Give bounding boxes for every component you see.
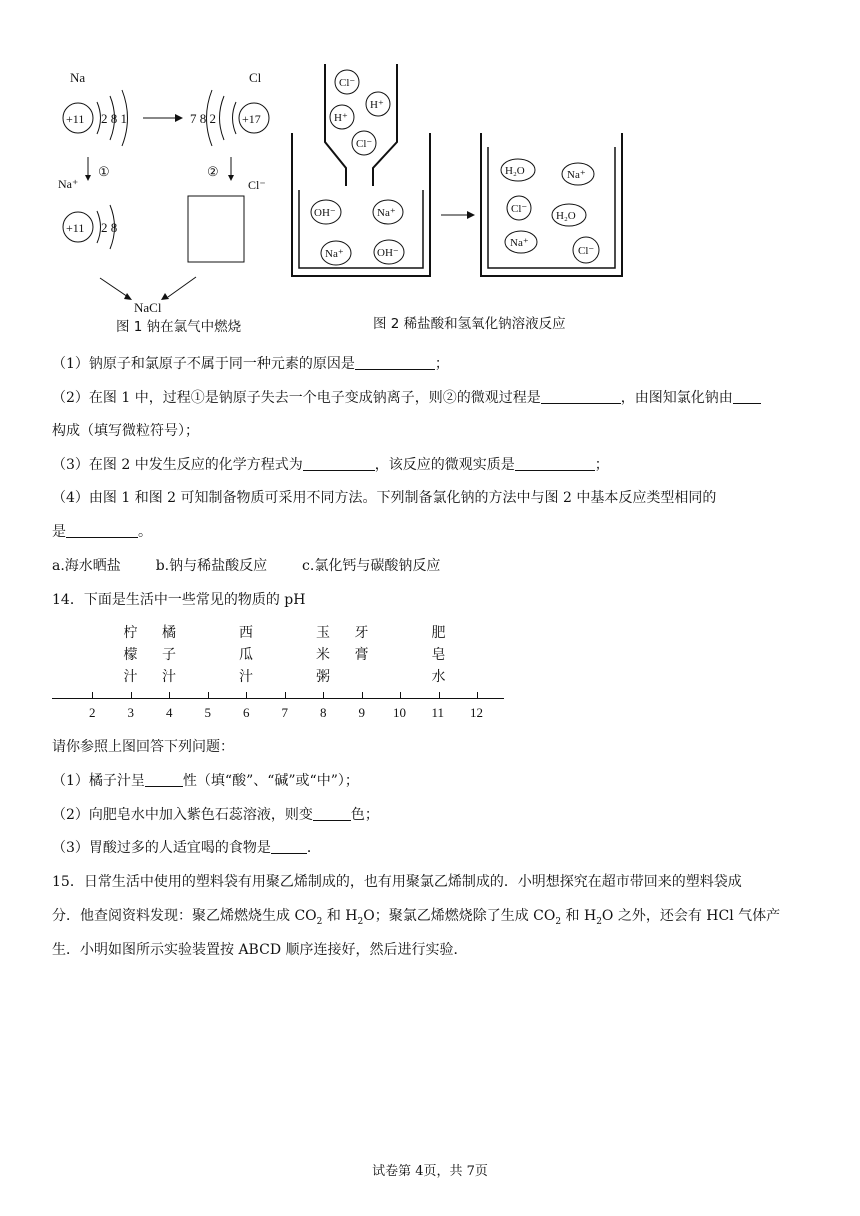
beaker1-ion-3: Na⁺ [325,248,344,260]
ph-tick-label: 4 [166,705,173,720]
q14-part2-text-b: 色； [350,807,379,823]
ph-tick-label: 6 [243,705,250,720]
q13-part3-text-b: ，该反应的微观实质是 [374,457,515,473]
q15-line2 [52,906,780,932]
q13-part2-blank-2[interactable] [733,389,761,404]
na-symbol: Na [70,70,86,85]
figure-1-sodium-chlorine [58,70,269,315]
q13-part4-end: 。 [138,524,152,540]
dropper-ion-1: Cl⁻ [339,77,356,89]
q14-part3-text-a: （3）胃酸过多的人适宜喝的食物是 [52,840,271,856]
ph-tick-label: 5 [204,705,211,720]
ph-tick-mark [477,692,478,698]
ph-substance-label: 肥 皂 水 [431,625,446,685]
option-b[interactable]: b.钠与稀盐酸反应 [155,558,268,574]
option-c[interactable]: c.氯化钙与碳酸钠反应 [302,558,441,574]
q15-sub-3: 2 [555,916,562,927]
ph-tick-mark [323,692,324,698]
q13-options [52,556,440,576]
q14-intro: 请你参照上图回答下列问题： [52,739,234,755]
ph-tick-label: 7 [281,705,288,720]
beaker1-ion-1: OH⁻ [314,207,336,219]
q13-part4: （4）由图 1 和图 2 可知制备物质可采用不同方法。下列制备氯化钠的方法中与图 2 中基本反应类型相同的 [52,490,717,506]
q15-line2-e: O 之外，还会有 HCl 气体产 [601,908,781,924]
dropper-ion-4: Cl⁻ [356,138,373,150]
ph-tick-label: 3 [127,705,134,720]
beaker1-ion-4: OH⁻ [377,247,399,259]
cl-symbol: Cl [249,70,262,85]
q14-part1-text-a: （1）橘子汁呈 [52,773,145,789]
q14-part1 [52,771,359,791]
q15-sub-2: 2 [357,916,364,927]
ph-tick-mark [169,692,170,698]
dropper-ion-2: H⁺ [370,99,384,111]
ph-scale [0,620,860,730]
q14-title: 14．下面是生活中一些常见的物质的 pH [52,592,306,608]
ph-tick-mark [362,692,363,698]
ph-axis-line [52,698,504,699]
ph-tick-label: 11 [431,705,445,720]
beaker2-ion-1: H₂O [505,165,525,177]
q13-part4-cont [52,522,152,542]
q13-part1-text: （1）钠原子和氯原子不属于同一种元素的原因是 [52,356,355,372]
q15-sub-1: 2 [316,916,323,927]
ph-tick-mark [400,692,401,698]
ph-tick-mark [131,692,132,698]
q14-part1-text-b: 性（填“酸”、“碱”或“中”）； [182,773,359,789]
q13-part4-text-b: 是 [52,524,66,540]
q13-part1-end: ； [434,356,449,372]
na-ion-nucleus-charge: +11 [66,221,85,235]
q13-part1 [52,354,449,374]
ph-tick-label: 9 [358,705,365,720]
q13-part2-text-a: （2）在图 1 中，过程①是钠原子失去一个电子变成钠离子，则②的微观过程是 [52,390,541,406]
beaker2-ion-3: Cl⁻ [511,203,528,215]
figure-1-caption: 图 1 钠在氯气中燃烧 [116,319,242,335]
na-shells: 2 8 1 [101,111,127,126]
q15-line2-a: 分．他查阅资料发现：聚乙烯燃烧生成 CO [52,908,317,924]
q14-part3-blank[interactable] [271,839,307,854]
page-footer: 试卷第 4页，共 7页 [372,1164,488,1179]
cl-ion-symbol: Cl⁻ [248,178,266,192]
ph-tick-label: 8 [320,705,327,720]
q13-part3-end: ； [594,457,609,473]
q13-part3-blank-1[interactable] [303,456,375,471]
q13-part1-blank[interactable] [355,355,435,370]
cl-shells: 7 8 2 [190,111,216,126]
step-1-label: ① [98,164,110,179]
ph-tick-mark [285,692,286,698]
q14-part2-text-a: （2）向肥皂水中加入紫色石蕊溶液，则变 [52,807,313,823]
ph-tick-mark [92,692,93,698]
ph-substance-label: 柠 檬 汁 [123,625,138,685]
beaker2-ion-2: Na⁺ [567,169,586,181]
option-a[interactable]: a.海水晒盐 [52,558,121,574]
q14-part3-text-b: ． [306,840,321,856]
beaker2-ion-6: Cl⁻ [578,245,595,257]
q13-part3 [52,455,609,475]
step-2-label: ② [207,164,219,179]
beaker1-ion-2: Na⁺ [377,207,396,219]
q13-part2-cont: 构成（填写微粒符号）； [52,423,199,439]
na-nucleus-charge: +11 [66,112,85,126]
q13-part4-blank[interactable] [66,523,138,538]
q15-line3: 生．小明如图所示实验装置按 ABCD 顺序连接好，然后进行实验． [52,942,468,958]
nacl-product: NaCl [134,300,162,315]
ph-tick-label: 12 [470,705,483,720]
ph-substance-label: 西 瓜 汁 [239,625,253,685]
q15-line2-d: 和 H [561,908,597,924]
reaction-figures [0,0,860,340]
q14-part1-blank[interactable] [145,772,183,787]
answer-box [188,196,244,262]
ph-tick-mark [246,692,247,698]
ph-tick-label: 10 [393,705,406,720]
q14-part2 [52,805,379,825]
q14-part2-blank[interactable] [313,806,351,821]
ph-tick-mark [208,692,209,698]
ph-substance-label: 橘 子 汁 [162,625,176,685]
na-ion-symbol: Na⁺ [58,177,79,191]
q15-sub-4: 2 [596,916,602,927]
q13-part3-blank-2[interactable] [515,456,595,471]
ph-substance-label: 牙 膏 [354,625,369,663]
beaker2-ion-4: H₂O [556,210,576,222]
q15-line2-b: 和 H [322,908,358,924]
figure-2-neutralization [292,64,622,276]
na-ion-shells: 2 8 [101,220,118,235]
beaker2-ion-5: Na⁺ [510,237,529,249]
q13-part3-text-a: （3）在图 2 中发生反应的化学方程式为 [52,457,303,473]
ph-tick-label: 2 [89,705,96,720]
q13-part2-blank-1[interactable] [541,389,621,404]
ph-tick-mark [439,692,440,698]
q15-line1: 15．日常生活中使用的塑料袋有用聚乙烯制成的，也有用聚氯乙烯制成的．小明想探究在超市带回来的塑料袋成 [52,874,742,890]
q13-part2-text-b: ，由图知氯化钠由 [620,390,733,406]
dropper-ion-3: H⁺ [334,112,348,124]
q15-line2-c: O；聚氯乙烯燃烧除了生成 CO [363,908,556,924]
q14-part3 [52,838,321,858]
figure-2-caption: 图 2 稀盐酸和氢氧化钠溶液反应 [373,316,566,332]
ph-substance-label: 玉 米 粥 [316,625,330,685]
q13-part2 [52,388,761,408]
cl-nucleus-charge: +17 [242,112,261,126]
